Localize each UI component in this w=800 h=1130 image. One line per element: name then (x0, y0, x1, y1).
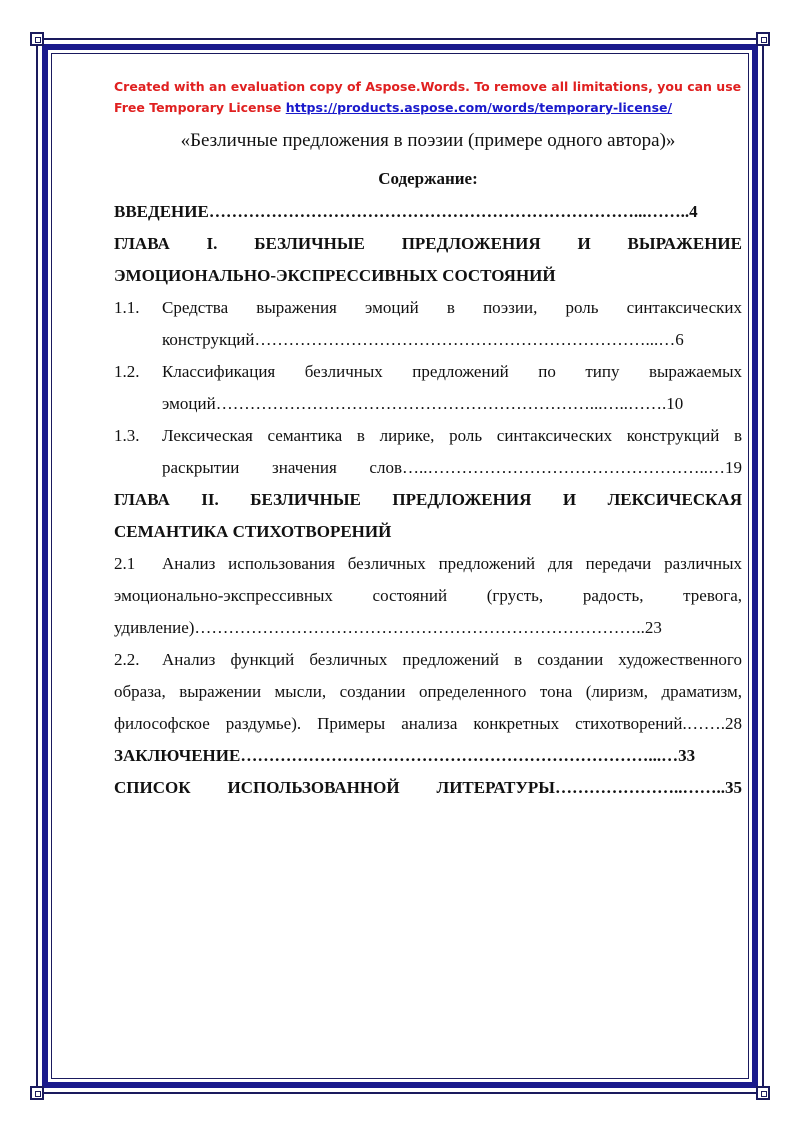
toc-entry-introduction: ВВЕДЕНИЕ…………………………………………………………………...……..4 (114, 202, 698, 221)
toc-entry-text: образа, выражении мысли, создании определенного тона (лиризм, драматизм, (114, 682, 742, 701)
border-corner-top-left (30, 32, 44, 46)
border-corner-bottom-right (756, 1086, 770, 1100)
evaluation-watermark (114, 76, 742, 118)
toc-entry-chapter-2-line-2: СЕМАНТИКА СТИХОТВОРЕНИЙ (114, 522, 392, 541)
toc-entry-text: эмоций…………………………………………………………...…..…….10 (162, 394, 684, 413)
toc-entry-text: Анализ использования безличных предложений для передачи различных (162, 554, 742, 573)
border-corner-top-right (756, 32, 770, 46)
watermark-license-link[interactable]: https://products.aspose.com/words/temporary-license/ (285, 100, 673, 115)
toc-entry-text: Средства выражения эмоций в поэзии, роль синтаксических (162, 298, 742, 317)
toc-entry-conclusion: ЗАКЛЮЧЕНИЕ………………………………………………………………...…33 (114, 746, 696, 765)
watermark-line-2 (114, 97, 742, 118)
toc-entry-text: удивление)……………………………………………………………………..23 (114, 618, 662, 637)
toc-entry-text: эмоционально-экспрессивных состояний (грусть, радость, тревога, (114, 586, 742, 605)
toc-entry-text: Анализ функций безличных предложений в создании художественного (162, 650, 742, 669)
toc-entry-chapter-1-line-2: ЭМОЦИОНАЛЬНО-ЭКСПРЕССИВНЫХ СОСТОЯНИЙ (114, 266, 556, 285)
watermark-line-1: Created with an evaluation copy of Aspose.Words. To remove all limitations, you can use (114, 79, 742, 94)
toc-entry-text: Классификация безличных предложений по типу выражаемых (162, 362, 742, 381)
watermark-license-text: Free Temporary License (114, 100, 282, 115)
toc-heading: Содержание: (378, 169, 478, 188)
toc-entry-text: философское раздумье). Примеры анализа конкретных стихотворений.…….28 (114, 714, 742, 733)
border-corner-bottom-left (30, 1086, 44, 1100)
toc-number: 2.2. (114, 650, 140, 669)
document-title: «Безличные предложения в поэзии (примере одного автора)» (180, 130, 676, 151)
toc-entry-1-1 (114, 292, 742, 356)
toc-number: 2.1 (114, 554, 136, 573)
toc-entry-chapter-2-line-1: ГЛАВА II. БЕЗЛИЧНЫЕ ПРЕДЛОЖЕНИЯ И ЛЕКСИЧЕСКАЯ (114, 490, 742, 509)
toc-entry-1-3 (114, 420, 742, 484)
toc-entry-text: Лексическая семантика в лирике, роль синтаксических конструкций в (162, 426, 742, 445)
toc-number: 1.2. (114, 362, 140, 381)
toc-entry-text: конструкций……………………………………………………………...…6 (162, 330, 684, 349)
toc-entry-2-1 (114, 548, 742, 644)
toc-number: 1.1. (114, 298, 140, 317)
toc-entry-text: раскрытии значения слов…..…………………………………………..…19 (162, 458, 742, 477)
toc-entry-references: СПИСОК ИСПОЛЬЗОВАННОЙ ЛИТЕРАТУРЫ…………………..……..35 (114, 778, 742, 797)
toc-entry-chapter-1-line-1: ГЛАВА I. БЕЗЛИЧНЫЕ ПРЕДЛОЖЕНИЯ И ВЫРАЖЕНИЕ (114, 234, 742, 253)
toc-number: 1.3. (114, 426, 140, 445)
page-content (114, 76, 742, 804)
toc-entry-1-2 (114, 356, 742, 420)
toc-entry-2-2 (114, 644, 742, 740)
